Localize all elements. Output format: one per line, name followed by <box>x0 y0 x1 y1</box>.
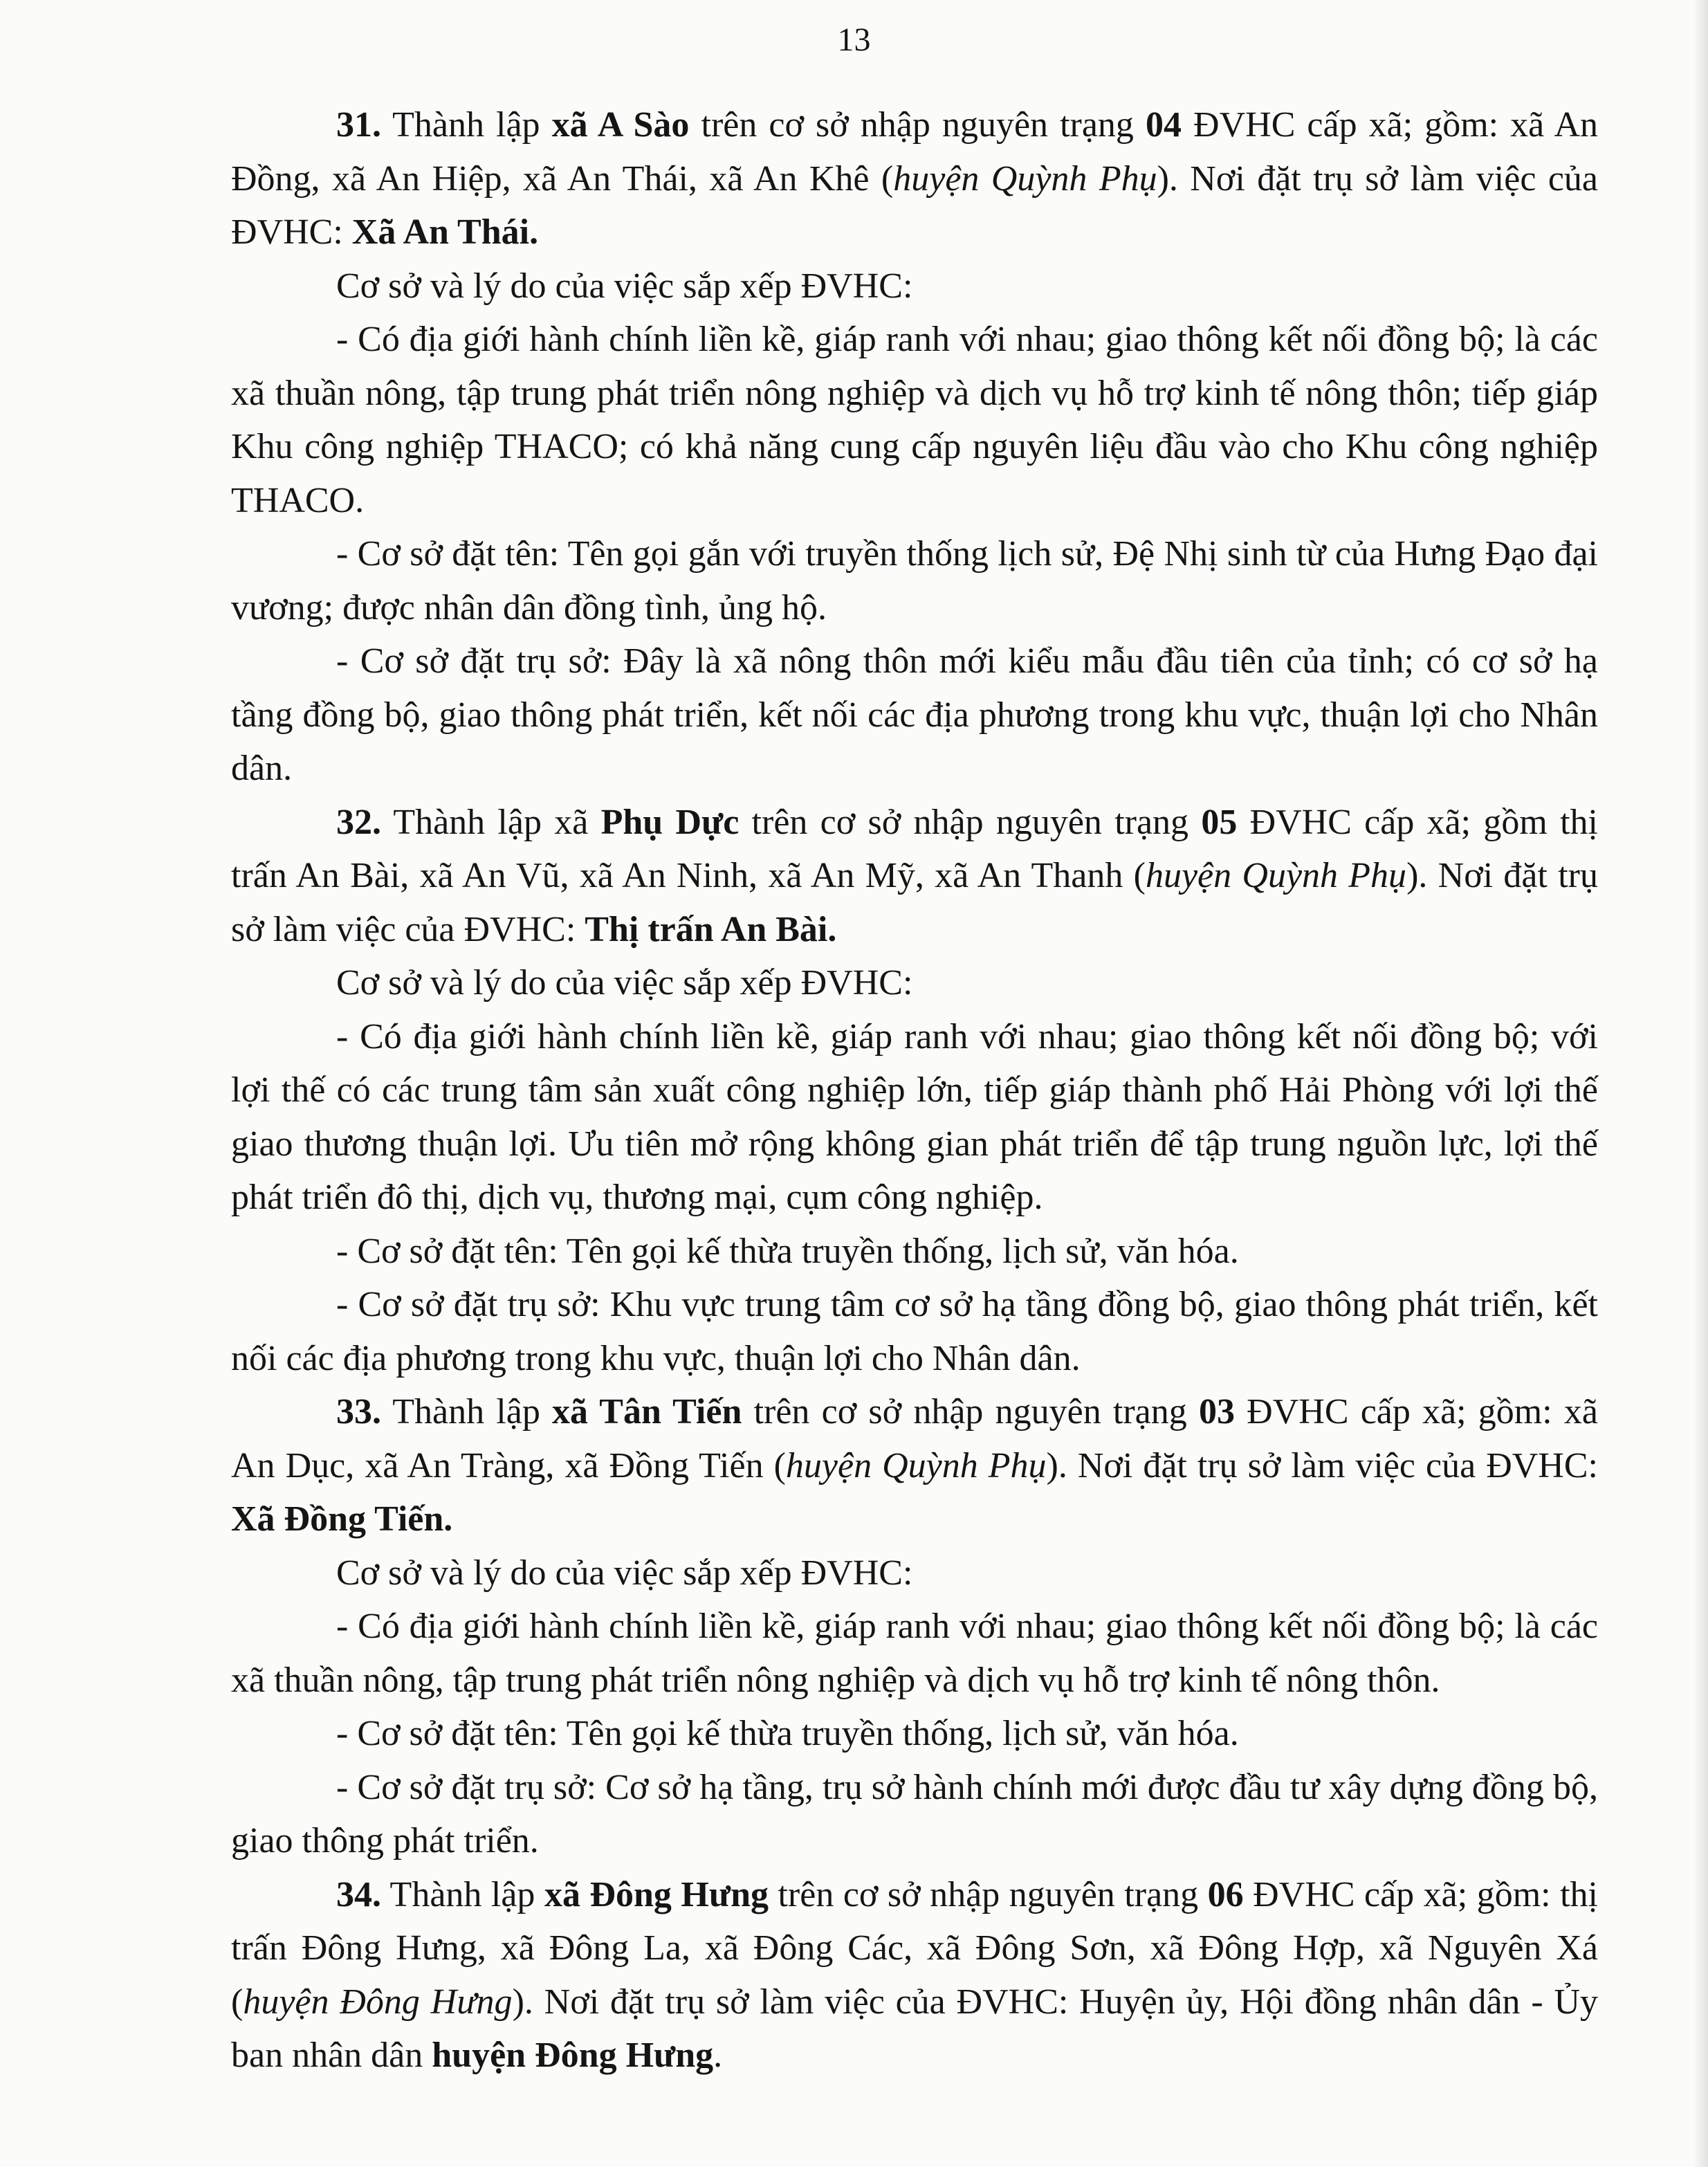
text-run: Thành lập <box>381 105 552 145</box>
bold-text: Phụ Dực <box>600 802 740 842</box>
bold-text: xã A Sào <box>551 105 690 145</box>
reason-item: - Cơ sở đặt trụ sở: Khu vực trung tâm cơ sở hạ tầng đồng bộ, giao thông phát triển, kết nối các địa phương trong khu vực, thuận lợi cho Nhân dân. <box>231 1285 1598 1378</box>
bold-text: 32. <box>336 802 381 842</box>
reason-item: - Cơ sở đặt tên: Tên gọi kế thừa truyền thống, lịch sử, văn hóa. <box>336 1231 1239 1271</box>
text-run: Thành lập <box>381 1874 544 1914</box>
reason-item: - Cơ sở đặt trụ sở: Cơ sở hạ tầng, trụ sở hành chính mới được đầu tư xây dựng đồng bộ, giao thông phát triển. <box>231 1767 1598 1860</box>
bold-text: 04 <box>1145 105 1182 145</box>
text-run: ĐVHC cấp xã; gồm: xã An Đồng, xã An Hiệp, xã An Thái, xã An Khê ( <box>231 105 1598 199</box>
scan-edge-shadow <box>1693 0 1708 2167</box>
bold-text: huyện Đông Hưng <box>432 2036 714 2075</box>
reason-item: - Có địa giới hành chính liền kề, giáp ranh với nhau; giao thông kết nối đồng bộ; là các xã thuần nông, tập trung phát triển nông nghiệp và dịch vụ hỗ trợ kinh tế nông thôn. <box>231 1607 1598 1700</box>
bold-text: Xã Đồng Tiến. <box>231 1499 453 1539</box>
text-run: ĐVHC cấp xã; gồm: xã An Dục, xã An Tràng, xã Đồng Tiến ( <box>231 1392 1598 1485</box>
section-lead-paragraph <box>231 796 1598 957</box>
italic-text: huyện Quỳnh Phụ <box>785 1445 1047 1485</box>
text-run: Thành lập <box>381 1392 553 1432</box>
section-lead-paragraph <box>231 1385 1598 1546</box>
bold-text: 05 <box>1201 802 1238 842</box>
reason-item: - Cơ sở đặt tên: Tên gọi gắn với truyền thống lịch sử, Đệ Nhị sinh từ của Hưng Đạo đại vương; được nhân dân đồng tình, ủng hộ. <box>231 534 1598 628</box>
text-run: ). Nơi đặt trụ sở làm việc của ĐVHC: Huyện ủy, Hội đồng nhân dân - Ủy ban nhân dân <box>231 1982 1598 2075</box>
reason-heading: Cơ sở và lý do của việc sắp xếp ĐVHC: <box>336 266 913 306</box>
text-run: Thành lập xã <box>381 802 601 842</box>
text-run: ). Nơi đặt trụ sở làm việc của ĐVHC: <box>1046 1445 1598 1485</box>
bold-text: 06 <box>1207 1874 1244 1914</box>
text-run: ). Nơi đặt trụ sở làm việc của ĐVHC: <box>231 856 1598 949</box>
text-run: . <box>713 2036 723 2075</box>
bold-text: Xã An Thái. <box>351 212 539 252</box>
reason-heading: Cơ sở và lý do của việc sắp xếp ĐVHC: <box>336 963 913 1003</box>
document-body <box>231 98 1598 2083</box>
text-run: trên cơ sở nhập nguyên trạng <box>768 1874 1208 1914</box>
text-run: ĐVHC cấp xã; gồm: thị trấn Đông Hưng, xã Đông La, xã Đông Các, xã Đông Sơn, xã Đông Hợp, xã Nguyên Xá ( <box>231 1874 1598 2022</box>
italic-text: huyện Quỳnh Phụ <box>1145 856 1407 895</box>
section-lead-paragraph <box>231 98 1598 259</box>
text-run: trên cơ sở nhập nguyên trạng <box>739 802 1202 842</box>
bold-text: Thị trấn An Bài. <box>585 909 837 949</box>
bold-text: xã Tân Tiến <box>552 1392 742 1432</box>
section-lead-paragraph <box>231 1868 1598 2083</box>
page-number: 13 <box>837 21 871 58</box>
reason-heading: Cơ sở và lý do của việc sắp xếp ĐVHC: <box>336 1553 913 1593</box>
reason-item: - Có địa giới hành chính liền kề, giáp ranh với nhau; giao thông kết nối đồng bộ; là các xã thuần nông, tập trung phát triển nông nghiệp và dịch vụ hỗ trợ kinh tế nông thôn; tiếp giáp Khu công nghiệp THACO; có khả năng cung cấp nguyên liệu đầu vào cho Khu công nghiệp THACO. <box>231 320 1598 520</box>
bold-text: xã Đông Hưng <box>544 1874 769 1914</box>
text-run: trên cơ sở nhập nguyên trạng <box>742 1392 1199 1432</box>
text-run: ĐVHC cấp xã; gồm thị trấn An Bài, xã An Vũ, xã An Ninh, xã An Mỹ, xã An Thanh ( <box>231 802 1599 895</box>
text-run: ). Nơi đặt trụ sở làm việc của ĐVHC: <box>231 158 1598 252</box>
italic-text: huyện Đông Hưng <box>243 1982 513 2022</box>
text-run: trên cơ sở nhập nguyên trạng <box>689 105 1146 145</box>
bold-text: 33. <box>336 1392 381 1432</box>
reason-item: - Cơ sở đặt trụ sở: Đây là xã nông thôn mới kiểu mẫu đầu tiên của tỉnh; có cơ sở hạ tầng đồng bộ, giao thông phát triển, kết nối các địa phương trong khu vực, thuận lợi cho Nhân dân. <box>231 641 1598 788</box>
reason-item: - Có địa giới hành chính liền kề, giáp ranh với nhau; giao thông kết nối đồng bộ; với lợi thế có các trung tâm sản xuất công nghiệp lớn, tiếp giáp thành phố Hải Phòng với lợi thế giao thương thuận lợi. Ưu tiên mở rộng không gian phát triển để tập trung nguồn lực, lợi thế phát triển đô thị, dịch vụ, thương mại, cụm công nghiệp. <box>231 1016 1598 1217</box>
bold-text: 34. <box>336 1874 381 1914</box>
bold-text: 31. <box>336 105 381 145</box>
italic-text: huyện Quỳnh Phụ <box>893 158 1157 199</box>
reason-item: - Cơ sở đặt tên: Tên gọi kế thừa truyền thống, lịch sử, văn hóa. <box>336 1714 1239 1753</box>
bold-text: 03 <box>1198 1392 1235 1432</box>
